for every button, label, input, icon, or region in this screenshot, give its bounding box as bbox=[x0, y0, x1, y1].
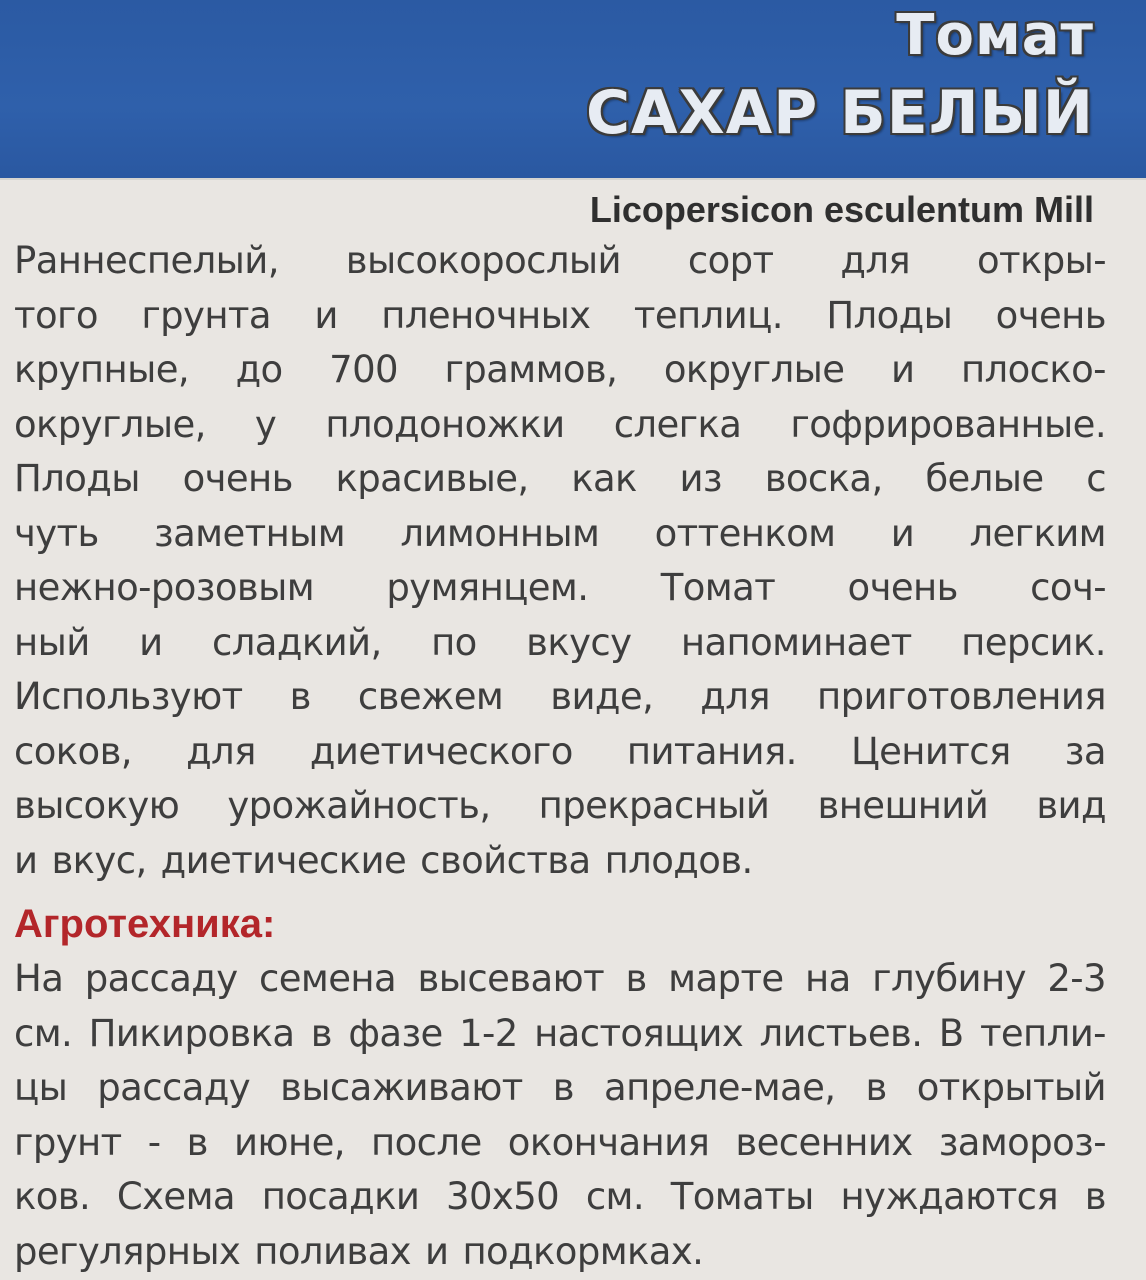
text-line: высокую урожайность, прекрасный внешний вид bbox=[14, 784, 1106, 827]
text-line: округлые, у плодоножки слегка гофрированные. bbox=[14, 402, 1106, 446]
variety-name-title: САХАР БЕЛЫЙ bbox=[586, 78, 1094, 148]
description-paragraph bbox=[14, 234, 1106, 888]
text-line: соков, для диетического питания. Ценится за bbox=[14, 729, 1106, 773]
text-line: Используют в свежем виде, для приготовления bbox=[14, 675, 1106, 718]
text-line: нежно-розовым румянцем. Томат очень соч- bbox=[14, 566, 1106, 609]
text-line: см. Пикировка в фазе 1-2 настоящих листьев. В тепли- bbox=[14, 1011, 1106, 1055]
agrotechnics-heading: Агротехника: bbox=[14, 902, 276, 946]
product-type-title: Томат bbox=[896, 3, 1094, 68]
text-line: грунт - в июне, после окончания весенних замороз- bbox=[14, 1120, 1106, 1164]
text-line: ный и сладкий, по вкусу напоминает персик. bbox=[14, 620, 1106, 664]
text-line: Раннеспелый, высокорослый сорт для откры- bbox=[14, 239, 1106, 282]
text-line: и вкус, диетические свойства плодов. bbox=[14, 838, 753, 882]
text-line: цы рассаду высаживают в апреле-мае, в открытый bbox=[14, 1066, 1106, 1109]
agrotechnics-paragraph bbox=[14, 952, 1106, 1279]
text-line: ков. Схема посадки 30х50 см. Томаты нуждаются в bbox=[14, 1175, 1106, 1218]
text-line: чуть заметным лимонным оттенком и легким bbox=[14, 511, 1106, 555]
text-line: регулярных поливах и подкормках. bbox=[14, 1229, 704, 1273]
text-line: крупные, до 700 граммов, округлые и плоско- bbox=[14, 348, 1106, 391]
text-line: На рассаду семена высевают в марте на глубину 2-3 bbox=[14, 957, 1106, 1000]
header-band bbox=[0, 0, 1146, 178]
latin-name: Licopersicon esculentum Mill bbox=[589, 189, 1094, 230]
text-line: Плоды очень красивые, как из воска, белые с bbox=[14, 457, 1106, 500]
text-line: того грунта и пленочных теплиц. Плоды очень bbox=[14, 293, 1106, 337]
